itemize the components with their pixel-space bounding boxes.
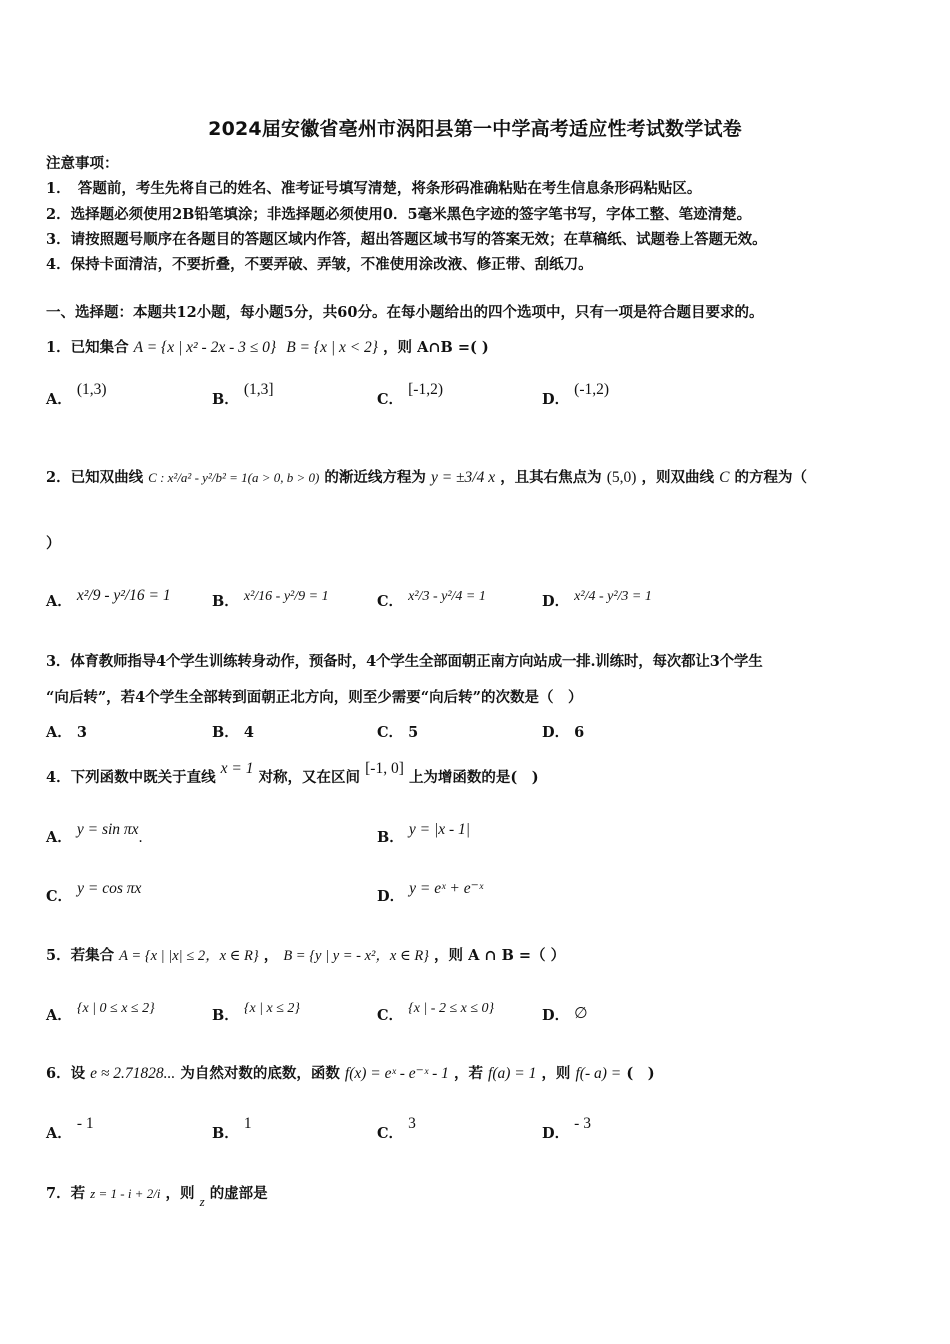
q4-interval: [-1, 0] — [365, 760, 404, 777]
q5-option-a[interactable] — [46, 1001, 155, 1025]
option-value: x²/3 - y²/4 = 1 — [408, 589, 486, 604]
q6-text: ，则 — [541, 1065, 571, 1082]
q5-set-a: A = {x | |x| ≤ 2，x ∈ R} — [119, 948, 259, 964]
q2-text: 的方程为（ — [734, 469, 807, 486]
q7-prefix: 7．若 — [46, 1185, 86, 1202]
option-value: {x | x ≤ 2} — [243, 1001, 301, 1016]
q4-text: 对称，又在区间 — [258, 769, 361, 786]
option-label: D． — [542, 1125, 570, 1142]
option-value: (-1,2) — [574, 381, 610, 398]
q1-set-b: B = {x | x < 2} — [286, 339, 378, 356]
q4-option-c[interactable] — [46, 880, 142, 906]
q6-text: ，若 — [453, 1065, 483, 1082]
option-value: ∅ — [574, 1005, 588, 1022]
q6-ask: f(- a) = — [575, 1065, 622, 1082]
question-2 — [46, 466, 807, 487]
q1-prefix: 1．已知集合 — [46, 339, 129, 356]
q2-option-d[interactable] — [542, 590, 652, 611]
q5-option-d[interactable] — [542, 1004, 588, 1025]
option-label: C． — [377, 1125, 404, 1142]
q4-line: x = 1 — [220, 760, 254, 777]
q2-focus: (5,0) — [606, 469, 637, 486]
option-value: 5 — [408, 724, 419, 741]
notice-item: 4．保持卡面清洁，不要折叠，不要弄破、弄皱，不准使用涂改液、修正带、刮纸刀。 — [46, 256, 593, 273]
option-label: A． — [46, 724, 72, 741]
option-dot: . — [138, 829, 143, 846]
option-label: C． — [377, 391, 404, 408]
q3-option-d[interactable] — [542, 721, 584, 742]
option-value: 4 — [243, 724, 254, 741]
option-label: A． — [46, 1125, 72, 1142]
q6-condition: f(a) = 1 — [488, 1065, 537, 1082]
option-label: B． — [212, 1125, 239, 1142]
option-value: [-1,2) — [408, 381, 444, 398]
q4-prefix: 4．下列函数中既关于直线 — [46, 769, 216, 786]
question-1 — [46, 336, 489, 357]
section-heading: 一、选择题：本题共12小题，每小题5分，共60分。在每小题给出的四个选项中，只有一项是符合题目要求的。 — [46, 304, 764, 321]
q1-set-a: A = {x | x² - 2x - 3 ≤ 0} — [133, 339, 277, 356]
question-3-line-1: 3．体育教师指导4个学生训练转身动作，预备时，4个学生全部面朝正南方向站成一排.训练时，每次都让3个学生 — [46, 653, 763, 670]
option-label: D． — [542, 391, 570, 408]
option-value: x²/4 - y²/3 = 1 — [574, 589, 652, 604]
q6-text: 为自然对数的底数，函数 — [180, 1065, 340, 1082]
q2-c: C — [719, 469, 730, 486]
q1-option-a[interactable] — [46, 381, 107, 409]
option-value: y = cos πx — [77, 880, 142, 897]
notice-item: 2．选择题必须使用2B铅笔填涂；非选择题必须使用0．5毫米黑色字迹的签字笔书写，字体工整、笔迹清楚。 — [46, 206, 752, 223]
page-title: 2024届安徽省亳州市涡阳县第一中学高考适应性考试数学试卷 — [208, 118, 742, 140]
option-value: y = eˣ + e⁻ˣ — [409, 880, 484, 897]
option-label: C． — [377, 593, 404, 610]
q6-option-a[interactable] — [46, 1115, 94, 1143]
q7-text: ，则 — [165, 1185, 195, 1202]
q5-suffix: ，则 A ∩ B =（ ） — [434, 947, 566, 964]
notice-item: 1． 答题前，考生先将自己的姓名、准考证号填写清楚，将条形码准确粘贴在考生信息条形码粘贴区。 — [46, 180, 702, 197]
q3-option-a[interactable] — [46, 721, 87, 742]
question-5 — [46, 944, 565, 965]
q2-option-a[interactable] — [46, 587, 171, 611]
q5-option-c[interactable] — [377, 1001, 495, 1025]
option-label: A． — [46, 829, 72, 846]
option-value: (1,3) — [76, 381, 107, 398]
q7-z: z = 1 - i + 2/i — [90, 1186, 161, 1201]
option-label: D． — [542, 724, 570, 741]
q2-curve: C : x²/a² - y²/b² = 1(a > 0, b > 0) — [148, 470, 320, 485]
option-value: - 1 — [76, 1115, 94, 1132]
q2-text: ，则双曲线 — [641, 469, 715, 486]
q6-end: ( ) — [626, 1065, 655, 1082]
q1-option-c[interactable] — [377, 381, 444, 409]
option-label: B． — [212, 1007, 239, 1024]
notice-item: 3．请按照题号顺序在各题目的答题区域内作答，超出答题区域书写的答案无效；在草稿纸、试题卷上答题无效。 — [46, 231, 767, 248]
q5-option-b[interactable] — [212, 1001, 301, 1025]
option-label: C． — [377, 724, 404, 741]
option-label: A． — [46, 593, 72, 610]
option-value: (1,3] — [243, 381, 274, 398]
option-label: B． — [212, 391, 239, 408]
q6-function: f(x) = eˣ - e⁻ˣ - 1 — [344, 1065, 449, 1082]
option-value: 3 — [76, 724, 87, 741]
option-label: C． — [377, 1007, 404, 1024]
q6-option-b[interactable] — [212, 1115, 252, 1143]
q2-close: ） — [46, 535, 61, 552]
q6-option-c[interactable] — [377, 1115, 416, 1143]
option-value: y = sin πx — [76, 821, 139, 838]
q4-text: 上为增函数的是( ) — [408, 769, 539, 786]
option-label: D． — [542, 1007, 570, 1024]
q2-text: 的渐近线方程为 — [324, 469, 426, 486]
option-value: {x | 0 ≤ x ≤ 2} — [76, 1001, 155, 1016]
q1-option-b[interactable] — [212, 381, 274, 409]
q2-prefix: 2．已知双曲线 — [46, 469, 144, 486]
q5-comma: ， — [263, 947, 279, 964]
q2-option-b[interactable] — [212, 590, 329, 611]
q4-option-a[interactable] — [46, 821, 143, 847]
option-value: x²/16 - y²/9 = 1 — [243, 589, 329, 604]
option-value: y = |x - 1| — [408, 821, 471, 838]
q4-option-d[interactable] — [377, 880, 484, 906]
notice-heading: 注意事项： — [46, 155, 119, 172]
option-label: C． — [46, 888, 73, 905]
question-3-line-2: “向后转”，若4个学生全部转到面朝正北方向，则至少需要“向后转”的次数是（ ） — [46, 689, 583, 706]
option-label: D． — [377, 888, 405, 905]
option-value: - 3 — [574, 1115, 591, 1132]
question-4 — [46, 760, 539, 787]
option-value: {x | - 2 ≤ x ≤ 0} — [408, 1001, 495, 1016]
q1-option-d[interactable] — [542, 381, 610, 409]
q5-prefix: 5．若集合 — [46, 947, 115, 964]
q3-option-b[interactable] — [212, 721, 254, 742]
option-value: 1 — [243, 1115, 252, 1132]
option-value: x²/9 - y²/16 = 1 — [76, 587, 171, 604]
q6-prefix: 6．设 — [46, 1065, 86, 1082]
option-value: 3 — [408, 1115, 416, 1132]
q2-text: ，且其右焦点为 — [500, 469, 602, 486]
option-label: A． — [46, 391, 72, 408]
option-label: B． — [212, 724, 239, 741]
option-label: D． — [542, 593, 570, 610]
q3-option-c[interactable] — [377, 721, 418, 742]
question-6 — [46, 1062, 655, 1083]
q2-option-c[interactable] — [377, 590, 486, 611]
option-label: B． — [377, 829, 404, 846]
q5-set-b: B = {y | y = - x²，x ∈ R} — [283, 948, 429, 964]
option-value: 6 — [574, 724, 585, 741]
option-label: B． — [212, 593, 239, 610]
q7-text: 的虚部是 — [209, 1185, 268, 1202]
q2-asymptote: y = ±3/4 x — [430, 469, 496, 486]
q4-option-b[interactable] — [377, 821, 471, 847]
q1-suffix: ，则 A∩B =( ) — [383, 339, 489, 356]
q6-option-d[interactable] — [542, 1115, 591, 1143]
q6-e: e ≈ 2.71828... — [90, 1065, 176, 1082]
question-7 — [46, 1182, 268, 1209]
q7-zbar: z — [199, 1194, 205, 1209]
option-label: A． — [46, 1007, 72, 1024]
